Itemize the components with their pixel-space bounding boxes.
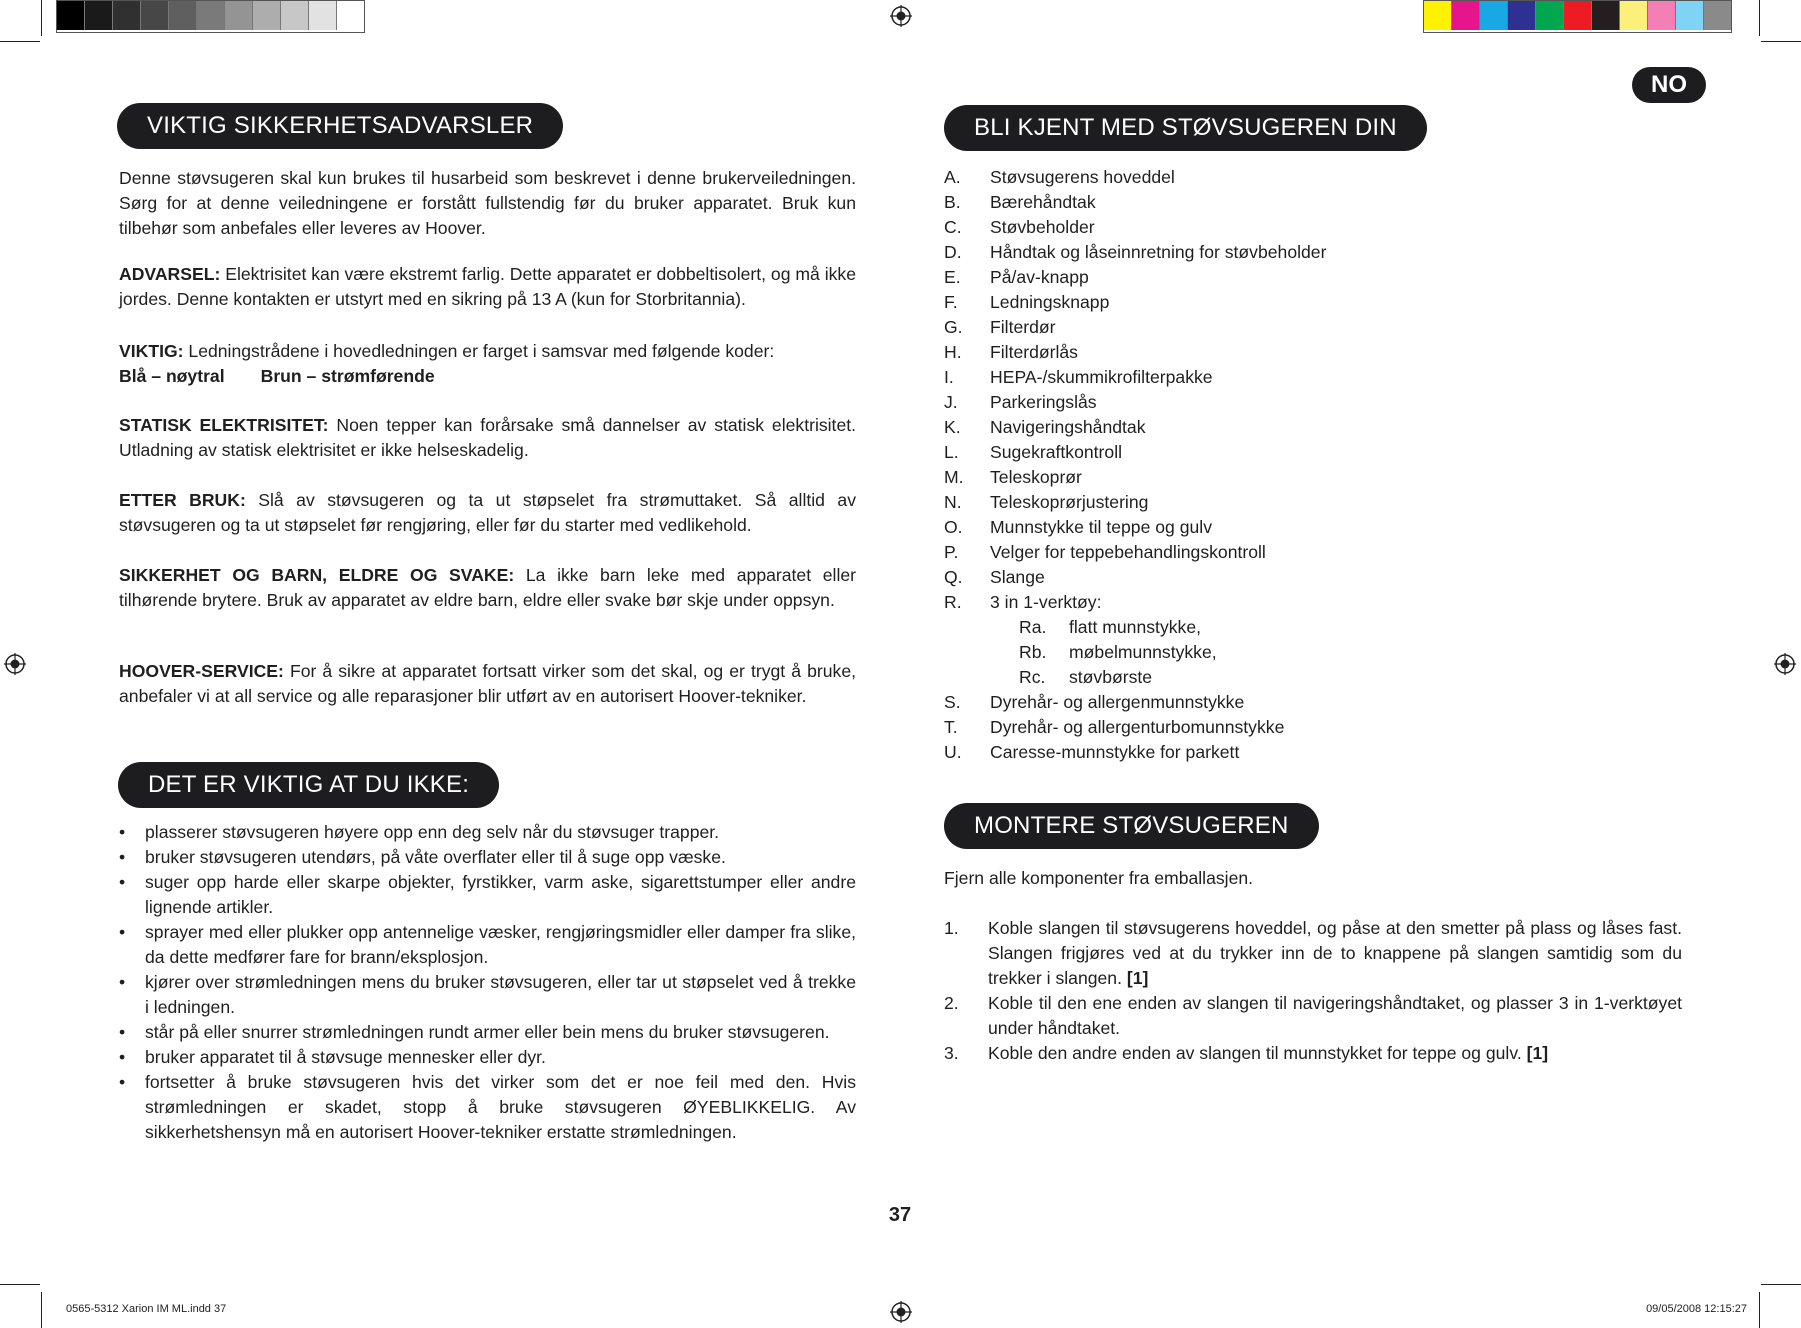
registration-mark-icon: [890, 5, 912, 27]
part-letter: O.: [944, 517, 963, 537]
part-name: Støvsugerens hoveddel: [990, 167, 1175, 187]
service-paragraph: [119, 659, 856, 709]
crop-mark: [1761, 41, 1801, 42]
part-item: [944, 465, 1326, 490]
figure-reference: [1]: [1521, 1043, 1549, 1063]
advarsel-paragraph: [119, 262, 856, 312]
color-swatch: [1424, 1, 1452, 30]
list-item: • suger opp harde eller skarpe objekter, fyrstikker, varm aske, sigarettstumper eller andre lignende artikler.: [119, 870, 856, 920]
viktig-label: VIKTIG:: [119, 341, 184, 361]
statisk-paragraph: [119, 413, 856, 463]
list-item: • bruker støvsugeren utendørs, på våte overflater eller til å suge opp væske.: [119, 845, 856, 870]
part-letter: J.: [944, 392, 958, 412]
gray-swatch: [309, 1, 337, 30]
list-item: • plasserer støvsugeren høyere opp enn deg selv når du støvsuger trapper.: [119, 820, 856, 845]
part-item: [944, 565, 1326, 590]
step-number: 3.: [944, 1043, 959, 1063]
part-letter: R.: [944, 592, 962, 612]
list-item: • fortsetter å bruke støvsugeren hvis det virker som det er noe feil med den. Hvis strømledningen er skadet, stopp å bruke støvsugeren ØYEBLIKKELIG. Av sikkerhetshensyn må en autorisert Hoover-tekniker erstatte strømledningen.: [119, 1070, 856, 1145]
etter-bruk-paragraph: [119, 488, 856, 538]
code-blue: Blå – nøytral: [119, 366, 225, 386]
part-item: [944, 190, 1326, 215]
part-name: Teleskoprør: [990, 467, 1082, 487]
color-swatch: [1676, 1, 1704, 30]
wire-codes: [119, 364, 435, 389]
part-name: Caresse-munnstykke for parkett: [990, 742, 1240, 762]
part-name: Navigeringshåndtak: [990, 417, 1146, 437]
part-item: [944, 265, 1326, 290]
part-name: flatt munnstykke,: [1069, 617, 1202, 637]
service-label: HOOVER-SERVICE:: [119, 661, 284, 681]
part-letter: B.: [944, 192, 961, 212]
do-not-list: [119, 820, 856, 1145]
color-swatch: [1592, 1, 1620, 30]
assembly-step: [944, 991, 1682, 1041]
part-item: [944, 290, 1326, 315]
step-text: Koble slangen til støvsugerens hoveddel, og påse at den smetter på plass og låses fast. Slangen frigjøres ved at du trykker inn de to knappene på slangen samtidig som du trekker i slangen.: [988, 918, 1682, 988]
etter-bruk-text: Slå av støvsugeren og ta ut støpselet fra strømuttaket. Så alltid av støvsugeren og ta ut støpselet før rengjøring, eller før du starter med vedlikehold.: [119, 490, 856, 535]
part-letter: P.: [944, 542, 959, 562]
advarsel-label: ADVARSEL:: [119, 264, 221, 284]
part-name: Slange: [990, 567, 1045, 587]
barn-label: SIKKERHET OG BARN, ELDRE OG SVAKE:: [119, 565, 515, 585]
gray-swatch: [281, 1, 309, 30]
code-brown: Brun – strømførende: [260, 366, 435, 386]
assembly-step: [944, 916, 1682, 991]
part-item: [944, 615, 1326, 640]
part-letter: I.: [944, 367, 954, 387]
part-letter: C.: [944, 217, 962, 237]
step-text: Koble den andre enden av slangen til munnstykket for teppe og gulv.: [988, 1043, 1522, 1063]
list-item: • bruker apparatet til å støvsuge mennesker eller dyr.: [119, 1045, 856, 1070]
part-name: Munnstykke til teppe og gulv: [990, 517, 1213, 537]
part-letter: A.: [944, 167, 961, 187]
part-item: [944, 415, 1326, 440]
part-letter: N.: [944, 492, 962, 512]
gray-swatch: [141, 1, 169, 30]
part-item: [944, 365, 1326, 390]
part-name: Parkeringslås: [990, 392, 1097, 412]
intro-paragraph: Denne støvsugeren skal kun brukes til husarbeid som beskrevet i denne brukerveiledningen. Sørg for at denne veiledningene er forstått fullstendig før du bruker apparatet. Bruk kun tilbehør som anbefales eller leveres av Hoover.: [119, 168, 856, 238]
color-swatch: [1508, 1, 1536, 30]
part-item: [944, 490, 1326, 515]
part-item: [944, 390, 1326, 415]
part-item: [944, 240, 1326, 265]
gray-swatch: [253, 1, 281, 30]
color-swatch: [1620, 1, 1648, 30]
step-number: 1.: [944, 918, 959, 938]
list-item: • står på eller snurrer strømledningen rundt armer eller bein mens du bruker støvsugeren.: [119, 1020, 856, 1045]
language-badge: NO: [1632, 67, 1706, 103]
barn-paragraph: [119, 563, 856, 613]
part-letter: D.: [944, 242, 962, 262]
part-letter: G.: [944, 317, 963, 337]
registration-mark-icon: [4, 653, 26, 675]
part-name: Ledningsknapp: [990, 292, 1110, 312]
part-name: Sugekraftkontroll: [990, 442, 1123, 462]
service-text: For å sikre at apparatet fortsatt virker som det skal, og er trygt å bruke, anbefaler vi at all service og alle reparasjoner blir utført av en autorisert Hoover-tekniker.: [119, 661, 856, 706]
color-swatch: [1536, 1, 1564, 30]
crop-mark: [41, 0, 42, 36]
barn-text: La ikke barn leke med apparatet eller tilhørende brytere. Bruk av apparatet av eldre barn, eldre eller svake bør skje under oppsyn.: [119, 565, 856, 610]
crop-mark: [0, 1284, 40, 1285]
assembly-step: [944, 1041, 1682, 1066]
gray-swatch: [113, 1, 141, 30]
part-name: Bærehåndtak: [990, 192, 1096, 212]
part-name: Håndtak og låseinnretning for støvbeholder: [990, 242, 1327, 262]
statisk-text: Noen tepper kan forårsake små dannelser av statisk elektrisitet. Utladning av statisk elektrisitet er ikke helseskadelig.: [119, 415, 857, 460]
crop-mark: [1759, 1292, 1760, 1328]
part-letter: E.: [944, 267, 961, 287]
color-swatch: [1452, 1, 1480, 30]
color-swatch: [1704, 1, 1731, 30]
crop-mark: [0, 41, 40, 42]
part-item: [944, 640, 1326, 665]
part-name: Støvbeholder: [990, 217, 1095, 237]
step-number: 2.: [944, 993, 959, 1013]
section-header-parts: BLI KJENT MED STØVSUGEREN DIN: [944, 105, 1427, 151]
etter-bruk-label: ETTER BRUK:: [119, 490, 246, 510]
part-item: [944, 315, 1326, 340]
part-name: Filterdørlås: [990, 342, 1078, 362]
part-name: HEPA-/skummikrofilterpakke: [990, 367, 1213, 387]
part-letter: S.: [944, 692, 961, 712]
page-number: 37: [888, 1204, 912, 1226]
part-item: [944, 515, 1326, 540]
gray-swatch: [225, 1, 253, 30]
part-letter: Rb.: [1019, 642, 1047, 662]
part-letter: Q.: [944, 567, 963, 587]
color-swatch: [1480, 1, 1508, 30]
part-letter: Ra.: [1019, 617, 1047, 637]
part-name: møbelmunnstykke,: [1069, 642, 1217, 662]
part-item: [944, 715, 1326, 740]
step-text: Koble til den ene enden av slangen til navigeringshåndtaket, og plasser 3 in 1-verktøyet under håndtaket.: [988, 993, 1682, 1038]
crop-mark: [41, 1292, 42, 1328]
part-item: [944, 590, 1326, 615]
part-letter: M.: [944, 467, 964, 487]
part-name: Teleskoprørjustering: [990, 492, 1149, 512]
list-item: • kjører over strømledningen mens du bruker støvsugeren, eller tar ut støpselet ved å trekke i ledningen.: [119, 970, 856, 1020]
registration-mark-icon: [1774, 653, 1796, 675]
parts-list: [944, 165, 1326, 765]
part-item: [944, 215, 1326, 240]
gray-swatch: [57, 1, 85, 30]
assembly-intro: Fjern alle komponenter fra emballasjen.: [944, 868, 1254, 888]
section-header-assembly: MONTERE STØVSUGEREN: [944, 803, 1319, 849]
section-header-safety: VIKTIG SIKKERHETSADVARSLER: [117, 103, 563, 149]
part-letter: U.: [944, 742, 962, 762]
date-slug: 09/05/2008 12:15:27: [1646, 1303, 1747, 1315]
gray-swatch: [197, 1, 225, 30]
color-swatch: [1648, 1, 1676, 30]
gray-swatch: [85, 1, 113, 30]
part-letter: K.: [944, 417, 961, 437]
part-name: Dyrehår- og allergenturbomunnstykke: [990, 717, 1285, 737]
part-item: [944, 340, 1326, 365]
viktig-paragraph: [119, 339, 856, 364]
part-item: [944, 665, 1326, 690]
part-name: Velger for teppebehandlingskontroll: [990, 542, 1266, 562]
grayscale-color-bar: [56, 0, 365, 33]
part-letter: H.: [944, 342, 962, 362]
figure-reference: [1]: [1121, 968, 1149, 988]
part-name: Filterdør: [990, 317, 1056, 337]
part-item: [944, 540, 1326, 565]
advarsel-text: Elektrisitet kan være ekstremt farlig. Dette apparatet er dobbeltisolert, og må ikke jordes. Denne kontakten er utstyrt med en sikring på 13 A (kun for Storbritannia).: [119, 264, 856, 309]
file-slug: 0565-5312 Xarion IM ML.indd 37: [66, 1303, 227, 1315]
part-item: [944, 690, 1326, 715]
registration-mark-icon: [890, 1301, 912, 1323]
part-item: [944, 740, 1326, 765]
list-item: • sprayer med eller plukker opp antennelige væsker, rengjøringsmidler eller damper fra slike, da dette medfører fare for brann/eksplosjon.: [119, 920, 856, 970]
process-color-bar: [1423, 0, 1732, 33]
part-letter: F.: [944, 292, 958, 312]
part-name: 3 in 1-verktøy:: [990, 592, 1102, 612]
part-name: På/av-knapp: [990, 267, 1089, 287]
part-letter: T.: [944, 717, 958, 737]
color-swatch: [1564, 1, 1592, 30]
part-name: støvbørste: [1069, 667, 1153, 687]
gray-swatch: [169, 1, 197, 30]
part-name: Dyrehår- og allergenmunnstykke: [990, 692, 1245, 712]
crop-mark: [1759, 0, 1760, 36]
part-letter: Rc.: [1019, 667, 1046, 687]
gray-swatch: [337, 1, 364, 30]
section-header-do-not: DET ER VIKTIG AT DU IKKE:: [118, 762, 499, 808]
viktig-text: Ledningstrådene i hovedledningen er farget i samsvar med følgende koder:: [183, 341, 775, 361]
statisk-label: STATISK ELEKTRISITET:: [119, 415, 329, 435]
assembly-steps: [944, 916, 1682, 1066]
part-item: [944, 165, 1326, 190]
part-letter: L.: [944, 442, 959, 462]
crop-mark: [1761, 1284, 1801, 1285]
part-item: [944, 440, 1326, 465]
